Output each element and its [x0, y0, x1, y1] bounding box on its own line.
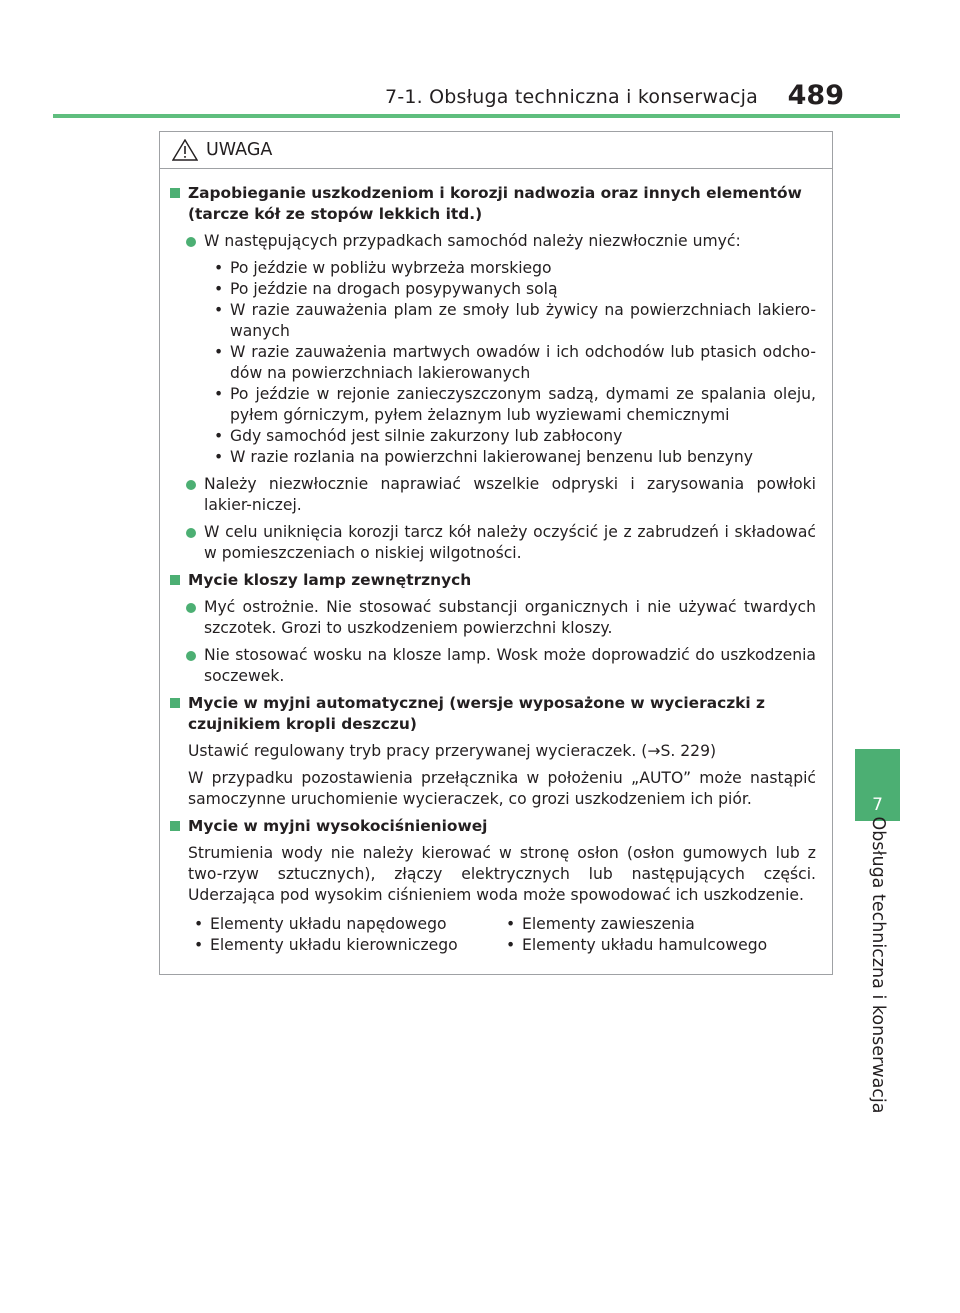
bullet-text: Elementy układu hamulcowego	[522, 936, 768, 954]
section-title: Mycie w myjni automatycznej (wersje wyposażone w wycieraczki z czujnikiem kropli deszczu)	[188, 694, 765, 733]
chapter-title-vertical: Obsługa techniczna i konserwacja	[868, 816, 888, 1114]
square-bullet-icon	[170, 188, 180, 198]
circle-bullet-icon	[186, 528, 196, 538]
section-title: Zapobieganie uszkodzeniom i korozji nadwozia oraz innych elementów (tarcze kół ze stopów lekkich itd.)	[188, 184, 802, 223]
paragraph: W przypadku pozostawienia przełącznika w położeniu „AUTO” może nastąpić samoczynne uruchomienie wycieraczek, co grozi uszkodzeniem ich piór.	[188, 769, 816, 808]
bullet-list: • Po jeździe w pobliżu wybrzeża morskiego • Po jeździe na drogach posypywanych solą • W razie zauważenia plam ze smoły lub żywicy na powierzchniach lakiero-wanych • W razie zauważenia martwych owadów i ich odchodów lub ptasich odcho-dów na powierzchniach lakierowanych • Po jeździe w rejonie zanieczyszczonym sadzą, dymami ze spalania oleju, pyłem górniczym, pyłem żelaznym lub wyziewami chemicznymi • Gdy samochód jest silnie zakurzony lub zabłocony • W razie rozlania na powierzchni lakierowanej benzenu lub benzyny	[214, 259, 816, 466]
component-columns	[194, 914, 816, 956]
list-item-text: Nie stosować wosku na klosze lamp. Wosk może doprowadzić do uszkodzenia soczewek.	[204, 646, 816, 685]
chapter-tab	[855, 749, 900, 821]
bullet-text: W razie zauważenia plam ze smoły lub żywicy na powierzchniach lakiero-wanych	[230, 301, 816, 340]
square-bullet-icon	[170, 575, 180, 585]
bullet-list: • Elementy układu napędowego • Elementy układu kierowniczego	[194, 915, 458, 954]
section-high-pressure-wash	[170, 816, 816, 956]
page-number: 489	[787, 80, 844, 111]
bullet-text: Elementy układu kierowniczego	[210, 936, 458, 954]
paragraph: Ustawić regulowany tryb pracy przerywanej wycieraczek. (→S. 229)	[188, 742, 717, 760]
section-automatic-car-wash	[170, 693, 816, 810]
section-header-title: 7-1. Obsługa techniczna i konserwacja	[385, 86, 758, 108]
warning-box	[159, 131, 833, 975]
bullet-text: W razie rozlania na powierzchni lakierowanej benzenu lub benzyny	[230, 448, 753, 466]
bullet-text: Po jeździe na drogach posypywanych solą	[230, 280, 558, 298]
section-title: Mycie kloszy lamp zewnętrznych	[188, 571, 472, 589]
section-title: Mycie w myjni wysokociśnieniowej	[188, 817, 488, 835]
header-rule	[53, 114, 900, 118]
list-item	[186, 474, 816, 516]
bullet-text: Elementy zawieszenia	[522, 915, 695, 933]
list-item	[186, 522, 816, 564]
list-item	[186, 597, 816, 639]
bullet-text: Elementy układu napędowego	[210, 915, 447, 933]
list-item-text: Należy niezwłocznie naprawiać wszelkie odpryski i zarysowania powłoki lakier-niczej.	[204, 475, 816, 514]
circle-bullet-icon	[186, 603, 196, 613]
bullet-list: • Elementy zawieszenia • Elementy układu hamulcowego	[506, 915, 768, 954]
section-corrosion	[170, 183, 816, 564]
list-item	[186, 231, 816, 252]
chapter-number: 7	[872, 795, 883, 815]
list-item-text: W następujących przypadkach samochód należy niezwłocznie umyć:	[204, 232, 741, 250]
bullet-text: Po jeździe w pobliżu wybrzeża morskiego	[230, 259, 552, 277]
list-item-text: Myć ostrożnie. Nie stosować substancji organicznych i nie używać twardych szczotek. Grozi to uszkodzeniem powierzchni kloszy.	[204, 598, 816, 637]
warning-triangle-icon	[172, 139, 198, 161]
circle-bullet-icon	[186, 480, 196, 490]
bullet-text: Po jeździe w rejonie zanieczyszczonym sadzą, dymami ze spalania oleju, pyłem górniczym, pyłem żelaznym lub wyziewami chemicznymi	[230, 385, 816, 424]
bullet-text: Gdy samochód jest silnie zakurzony lub zabłocony	[230, 427, 623, 445]
square-bullet-icon	[170, 698, 180, 708]
section-lamp-covers	[170, 570, 816, 687]
square-bullet-icon	[170, 821, 180, 831]
paragraph: Strumienia wody nie należy kierować w stronę osłon (osłon gumowych lub z two-rzyw sztucznych), złączy elektrycznych lub następujących części. Uderzająca pod wysokim ciśnieniem woda może spowodować ich uszkodzenie.	[188, 844, 816, 904]
warning-header	[160, 132, 832, 169]
bullet-text: W razie zauważenia martwych owadów i ich odchodów lub ptasich odcho-dów na powierzchniach lakierowanych	[230, 343, 816, 382]
warning-title: UWAGA	[206, 140, 273, 160]
list-item-text: W celu uniknięcia korozji tarcz kół należy oczyścić je z zabrudzeń i składować w pomieszczeniach o niskiej wilgotności.	[204, 523, 816, 562]
circle-bullet-icon	[186, 237, 196, 247]
circle-bullet-icon	[186, 651, 196, 661]
list-item	[186, 645, 816, 687]
